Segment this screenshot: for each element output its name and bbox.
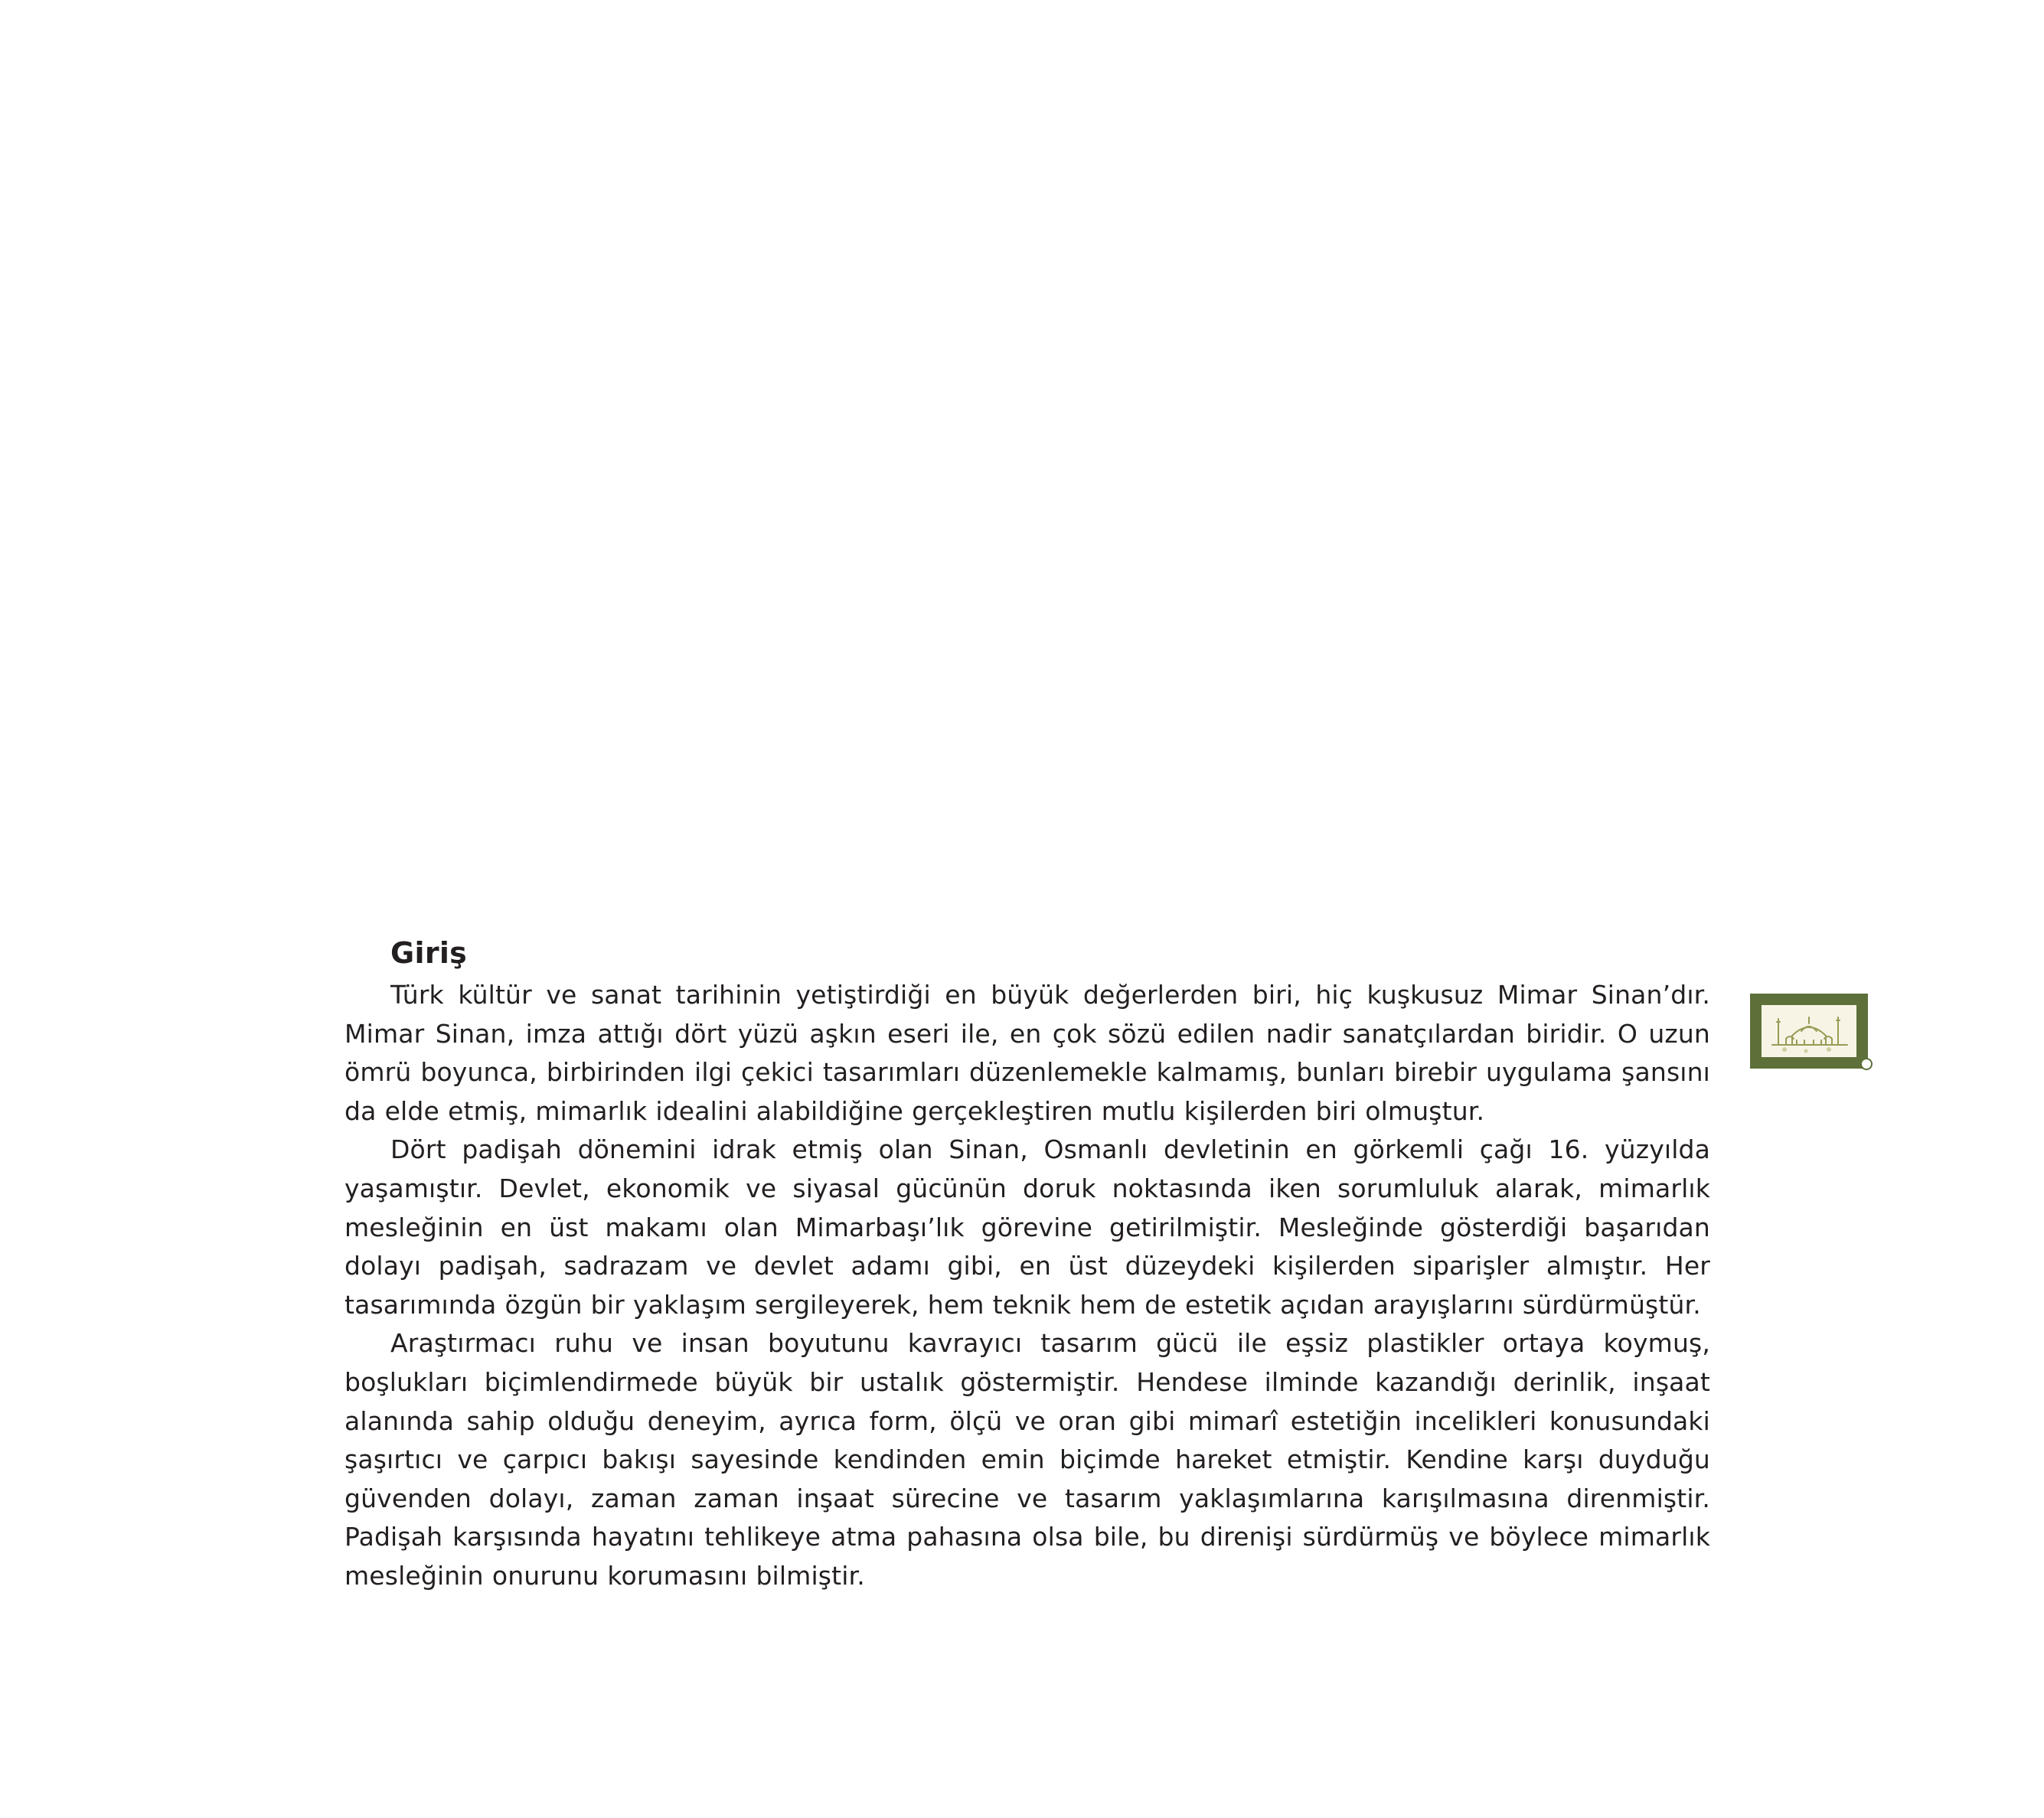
- document-body: [344, 930, 1710, 1596]
- mosque-sketch-icon: [1762, 1005, 1856, 1057]
- emblem-picture: [1762, 1005, 1856, 1057]
- mosque-emblem-icon: [1750, 994, 1868, 1069]
- paragraph-2: Dört padişah dönemini idrak etmiş olan Sinan, Osmanlı devletinin en görkemli çağı 16. yüzyılda yaşamıştır. Devlet, ekonomik ve siyasal gücünün doruk noktasında iken sorumluluk alarak, mimarlık mesleğinin en üst makamı olan Mimarbaşı’lık görevine getirilmiştir. Mesleğinde gösterdiği başarıdan dolayı padişah, sadrazam ve devlet adamı gibi, en üst düzeydeki kişilerden siparişler almıştır. Her tasarımında özgün bir yaklaşım sergileyerek, hem teknik hem de estetik açıdan arayışlarını sürdürmüştür.: [344, 1134, 1710, 1320]
- emblem-dot-icon: [1860, 1058, 1873, 1070]
- paragraph-1: Türk kültür ve sanat tarihinin yetiştirdiği en büyük değerlerden biri, hiç kuşkusuz Mimar Sinan’dır. Mimar Sinan, imza attığı dört yüzü aşkın eseri ile, en çok sözü edilen nadir sanatçılardan biridir. O uzun ömrü boyunca, birbirinden ilgi çekici tasarımları düzenlemekle kalmamış, bunları birebir uygulama şansını da elde etmiş, mimarlık idealini alabildiğine gerçekleştiren mutlu kişilerden biri olmuştur.: [344, 980, 1710, 1126]
- section-heading: Giriş: [390, 936, 468, 970]
- paragraph-3: Araştırmacı ruhu ve insan boyutunu kavrayıcı tasarım gücü ile eşsiz plastikler ortaya koymuş, boşlukları biçimlendirmede büyük bir ustalık göstermiştir. Hendese ilminde kazandığı derinlik, inşaat alanında sahip olduğu deneyim, ayrıca form, ölçü ve oran gibi mimarî estetiğin incelikleri konusundaki şaşırtıcı ve çarpıcı bakışı sayesinde kendinden emin biçimde hareket etmiştir. Kendine karşı duyduğu güvenden dolayı, zaman zaman inşaat sürecine ve tasarım yaklaşımlarına karışılmasına direnmiştir. Padişah karşısında hayatını tehlikeye atma pahasına olsa bile, bu direnişi sürdürmüş ve böylece mimarlık mesleğinin onurunu korumasını bilmiştir.: [344, 1328, 1710, 1591]
